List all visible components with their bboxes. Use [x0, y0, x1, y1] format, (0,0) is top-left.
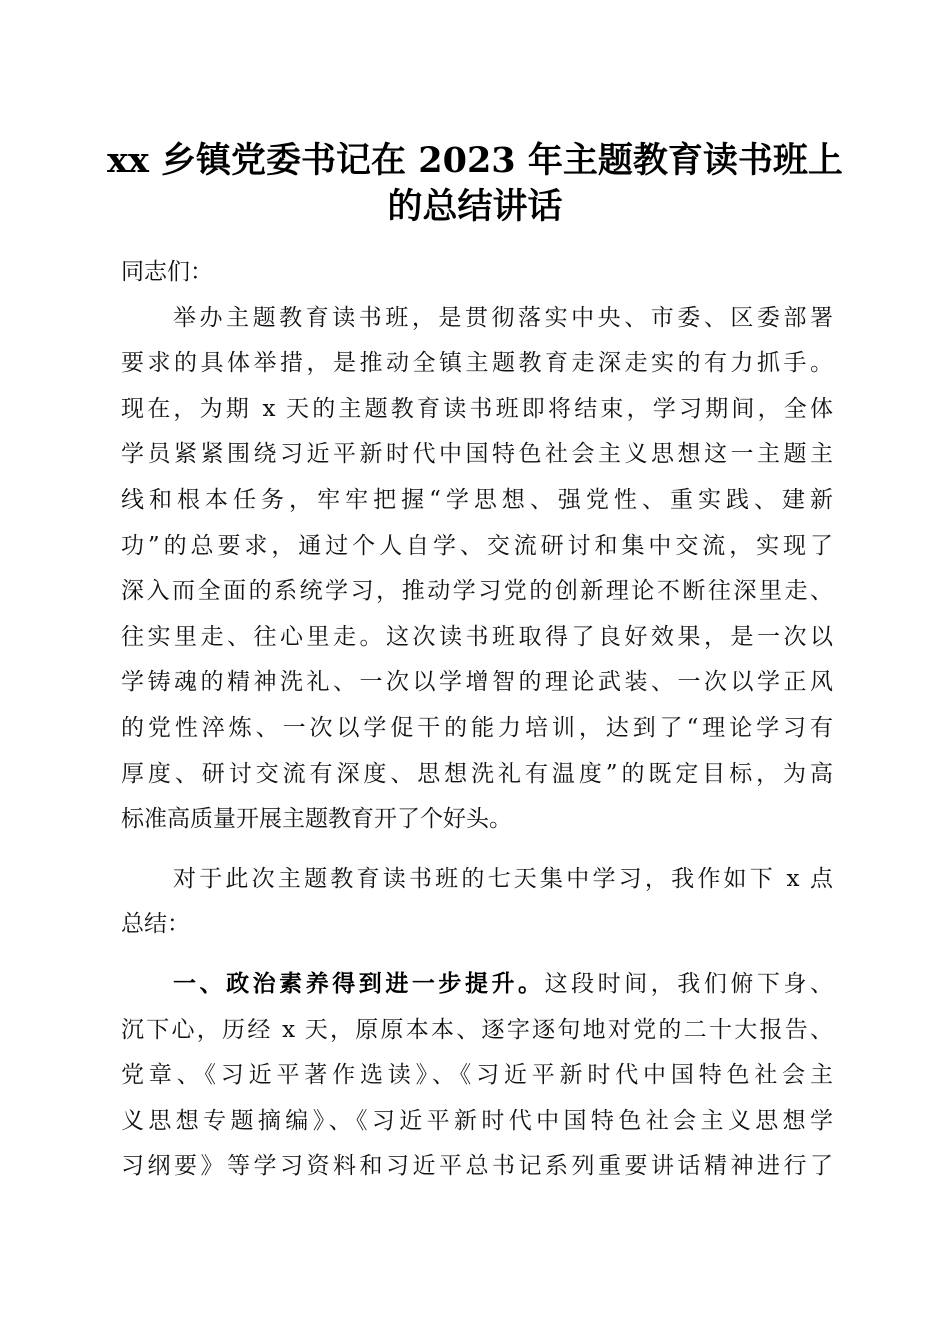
section-1-first-line	[121, 962, 833, 1008]
paragraph-line: 的党性淬炼、一次以学促干的能力培训，达到了“理论学习有	[121, 714, 833, 741]
section-1-first-line-text: 这段时间，我们俯下身、	[544, 970, 834, 997]
document-title-line-1: xx 乡镇党委书记在 2023 年主题教育读书班上	[107, 140, 843, 181]
section-1-heading: 一、政治素养得到进一步提升。	[173, 970, 545, 997]
paragraph-line: 标准高质量开展主题教育开了个好头。	[121, 806, 512, 833]
paragraph-line: 要求的具体举措，是推动全镇主题教育走深走实的有力抓手。	[121, 350, 833, 377]
paragraph-line: 学铸魂的精神洗礼、一次以学增智的理论武装、一次以学正风	[121, 669, 833, 696]
paragraph-line: 举办主题教育读书班，是贯彻落实中央、市委、区委部署	[173, 304, 833, 331]
paragraph-line: 现在，为期 x 天的主题教育读书班即将结束，学习期间，全体	[121, 395, 833, 422]
paragraph-line: 功”的总要求，通过个人自学、交流研讨和集中交流，实现了	[121, 532, 833, 559]
paragraph-line: 党章、《习近平著作选读》、《习近平新时代中国特色社会主	[121, 1062, 833, 1089]
paragraph-line: 义思想专题摘编》、《习近平新时代中国特色社会主义思想学	[121, 1107, 833, 1134]
paragraph-1	[121, 296, 833, 843]
salutation: 同志们：	[121, 259, 213, 285]
paragraph-line: 沉下心，历经 x 天，原原本本、逐字逐句地对党的二十大报告、	[121, 1016, 833, 1043]
paragraph-line: 厚度、研讨交流有深度、思想洗礼有温度”的既定目标，为高	[121, 760, 833, 787]
paragraph-line: 习纲要》等学习资料和习近平总书记系列重要讲话精神进行了	[121, 1153, 833, 1180]
section-1	[121, 962, 833, 1190]
paragraph-spacer	[121, 843, 833, 857]
paragraph-line: 线和根本任务，牢牢把握“学思想、强党性、重实践、建新	[121, 486, 833, 513]
document-title-line-2: 的总结讲话	[387, 186, 563, 227]
paragraph-2	[121, 857, 833, 948]
paragraph-line: 总结：	[121, 911, 190, 938]
paragraph-spacer	[121, 948, 833, 962]
document-body	[121, 250, 833, 1190]
paragraph-line: 往实里走、往心里走。这次读书班取得了良好效果，是一次以	[121, 623, 833, 650]
paragraph-line: 学员紧紧围绕习近平新时代中国特色社会主义思想这一主题主	[121, 441, 833, 468]
paragraph-line: 深入而全面的系统学习，推动学习党的创新理论不断往深里走、	[121, 578, 833, 605]
paragraph-line: 对于此次主题教育读书班的七天集中学习，我作如下 x 点	[173, 865, 833, 892]
